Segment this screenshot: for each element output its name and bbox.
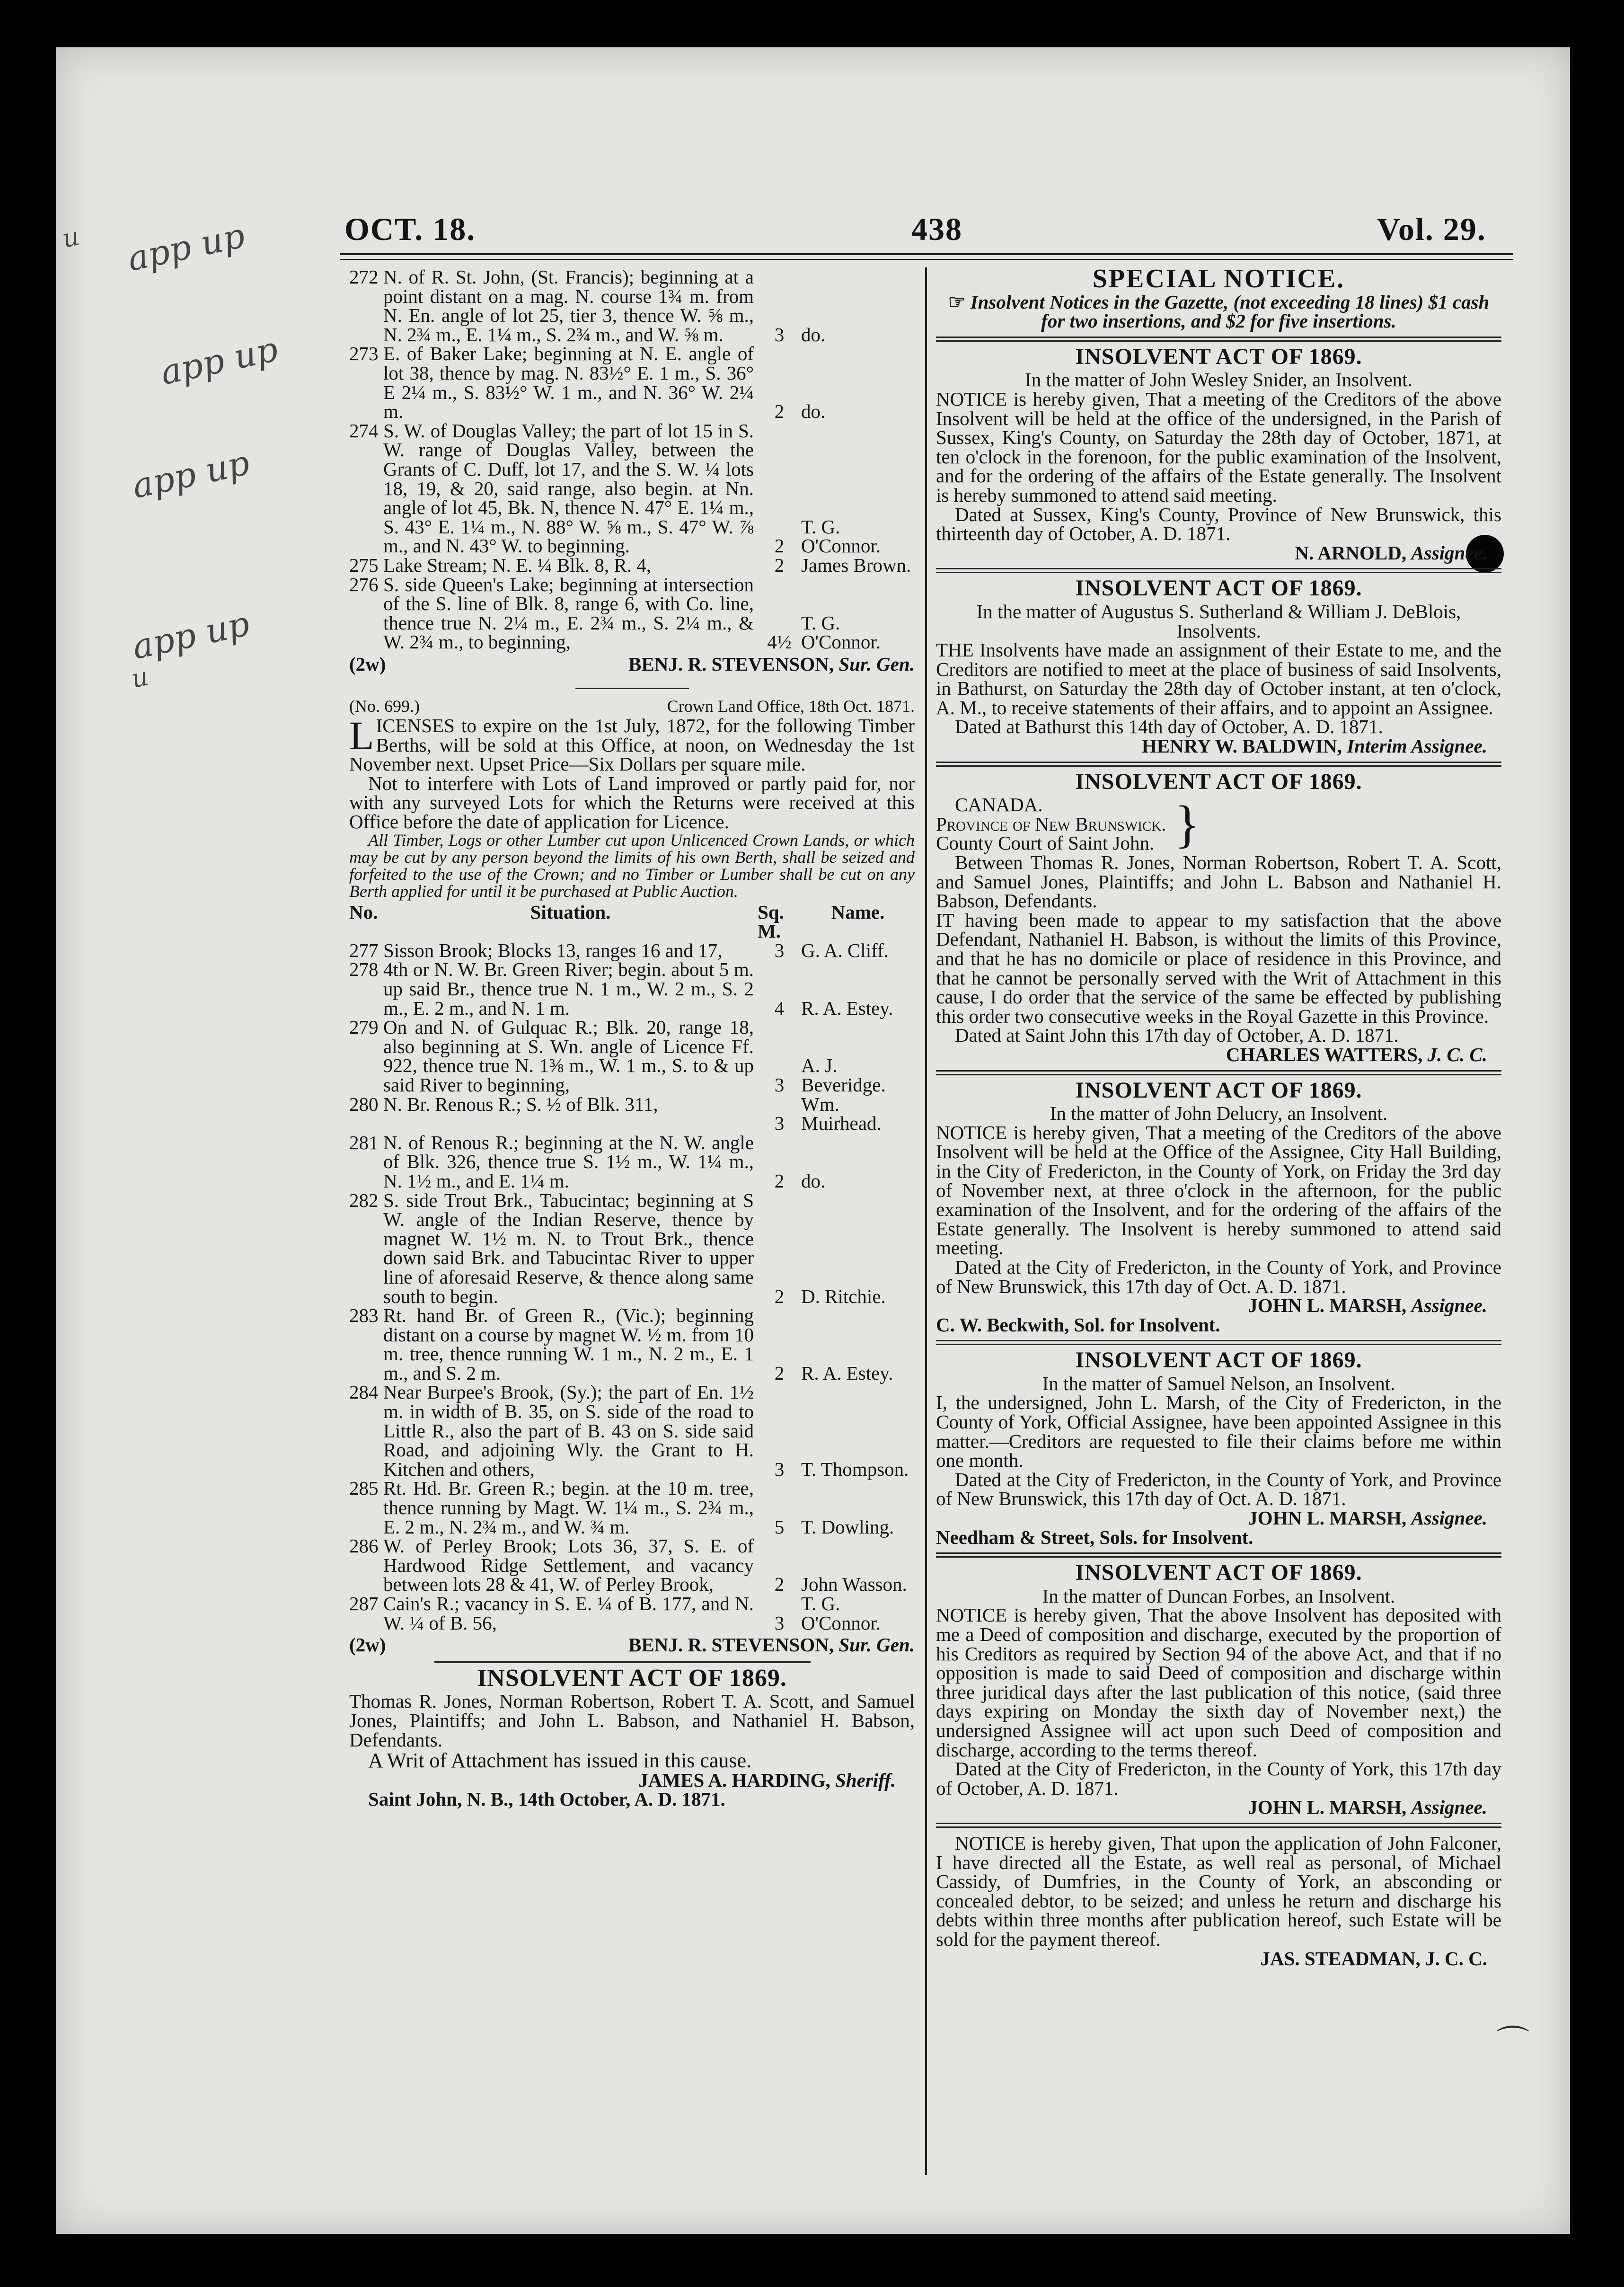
entry-number: 287 bbox=[349, 1593, 379, 1614]
notice-signer bbox=[936, 736, 1487, 756]
entry-situation: Cain's R.; vacancy in S. E. ¼ of B. 177, and N. W. ¼ of B. 56, bbox=[383, 1593, 754, 1634]
berth-entry bbox=[349, 1095, 915, 1133]
insolvent-notices bbox=[936, 337, 1501, 1817]
brace-icon: } bbox=[1174, 795, 1200, 853]
entry-square-miles: 3 bbox=[774, 1112, 785, 1135]
col-no: No. bbox=[349, 901, 378, 923]
berth-entry bbox=[349, 1018, 915, 1094]
signer-name: JOHN L. MARSH, bbox=[1248, 1796, 1407, 1818]
entry-square-miles: 5 bbox=[774, 1516, 785, 1538]
signer-name: JOHN L. MARSH, bbox=[1248, 1507, 1407, 1529]
court-line: CANADA. bbox=[955, 794, 1043, 816]
entry-number: 273 bbox=[349, 343, 379, 365]
section-rule bbox=[936, 1823, 1501, 1828]
notice-matter: In the matter of John Delucry, an Insolvent. bbox=[1050, 1102, 1388, 1125]
entry-name: T. G. O'Connor. bbox=[801, 1593, 881, 1634]
entry-name: James Brown. bbox=[801, 554, 911, 576]
berth-entry bbox=[349, 1133, 915, 1191]
berth-entry bbox=[349, 1594, 915, 1632]
section-rule bbox=[936, 762, 1501, 767]
notice-body: I, the undersigned, John L. Marsh, of the City of Fredericton, in the County of York, Official Assignee, have been appointed Assignee in this matter.—Creditors are requested to file their claims before me within one month. bbox=[936, 1392, 1501, 1471]
signer-title: Assignee. bbox=[1411, 541, 1487, 564]
signature-line-1 bbox=[349, 655, 915, 674]
margin-note-4: app up bbox=[129, 603, 253, 667]
entry-name: T. G. O'Connor. bbox=[801, 612, 881, 653]
entry-number: 280 bbox=[349, 1093, 379, 1115]
notice-heading: INSOLVENT ACT OF 1869. bbox=[1075, 576, 1362, 601]
notice-dated: Dated at the City of Fredericton, in the County of York, and Province of New Brunswick, this 17th day of Oct. A. D. 1871. bbox=[936, 1256, 1501, 1297]
entry-number: 277 bbox=[349, 939, 379, 961]
signer-title: Sur. Gen. bbox=[838, 1634, 915, 1656]
entry-number: 285 bbox=[349, 1477, 379, 1499]
entry-name: T. Dowling. bbox=[801, 1516, 894, 1538]
entry-name: do. bbox=[801, 323, 826, 346]
entry-square-miles: 4 bbox=[774, 997, 785, 1019]
notice-body: NOTICE is hereby given, That the above Insolvent has deposited with me a Deed of composition and discharge, executed by the proportion of his Creditors as required by Section 94 of the above Act, and that if no opposition is made to said Deed of composition and discharge within three juridical days after the last publication of this notice, (said three days expiring on Monday the sixth day of November next,) the undersigned Assignee will act upon such Deed of composition and discharge, according to the terms thereof. bbox=[936, 1604, 1501, 1761]
issue-date: OCT. 18. bbox=[344, 211, 476, 247]
notice-heading: INSOLVENT ACT OF 1869. bbox=[1075, 1347, 1362, 1373]
entry-name: A. J. Beveridge. bbox=[801, 1055, 886, 1096]
berth-entry bbox=[349, 556, 915, 575]
entry-square-miles: 3 bbox=[774, 1612, 785, 1634]
entry-square-miles: 2 bbox=[774, 400, 785, 423]
signer-name: HENRY W. BALDWIN, bbox=[1141, 735, 1342, 757]
entry-name: John Wasson. bbox=[801, 1573, 907, 1596]
entry-situation: Rt. hand Br. of Green R., (Vic.); beginning distant on a course by magnet W. ½ m. from 10 m. tree, thence running W. 1 m., N. 2 m., E. 1 m., and S. 2 m. bbox=[383, 1304, 754, 1384]
notice-paragraph-1 bbox=[349, 713, 915, 775]
section-rule bbox=[936, 568, 1501, 573]
signer-name: BENJ. R. STEVENSON, bbox=[628, 1634, 834, 1656]
entry-square-miles: 4½ bbox=[767, 631, 792, 653]
right-column bbox=[936, 264, 1501, 1969]
notice-paragraph-2: Not to interfere with Lots of Land improved or partly paid for, nor with any surveyed Lots for which the Returns were received at this Office before the date of application for Licence. bbox=[349, 772, 915, 833]
notice-solicitor: Needham & Street, Sols. for Insolvent. bbox=[936, 1526, 1253, 1548]
signer-name: N. ARNOLD, bbox=[1295, 541, 1407, 564]
notice-dated: Dated at Bathurst this 14th day of October, A. D. 1871. bbox=[955, 716, 1383, 738]
entry-number: 286 bbox=[349, 1535, 379, 1557]
notice-parties: Between Thomas R. Jones, Norman Robertson, Robert T. A. Scott, and Samuel Jones, Plaintiffs; and John L. Babson and Nathaniel H. Babson, Defendants. bbox=[936, 851, 1501, 912]
entry-name: G. A. Cliff. bbox=[801, 939, 889, 961]
table-header bbox=[349, 903, 915, 941]
entry-situation: Lake Stream; N. E. ¼ Blk. 8, R. 4, bbox=[383, 554, 651, 576]
entry-situation: 4th or N. W. Br. Green River; begin. about 5 m. up said Br., thence true N. 1 m., W. 2 m., S. 2 m., E. 2 m., and N. 1 m. bbox=[383, 958, 754, 1019]
insolvent-notice bbox=[936, 762, 1501, 1064]
court-lines bbox=[936, 795, 1166, 853]
berth-entry bbox=[349, 1191, 915, 1306]
insolvent-notice bbox=[936, 1070, 1501, 1335]
berth-entry bbox=[349, 1383, 915, 1479]
page-number: 438 bbox=[911, 211, 962, 247]
notice-matter: In the matter of Samuel Nelson, an Insolvent. bbox=[1042, 1372, 1395, 1394]
margin-note-3: app up bbox=[129, 442, 253, 506]
section-rule bbox=[936, 1552, 1501, 1558]
berth-entry bbox=[349, 267, 915, 344]
last-notice-body: NOTICE is hereby given, That upon the application of John Falconer, I have directed all the Estate, as well real as personal, of Michael Cassidy, of Dumfries, in the County of York, an absconding or concealed debtor, to be seized; and unless he return and discharge his debts within three months after publication hereof, such Estate will be sold for the payment thereof. bbox=[936, 1832, 1501, 1950]
entry-number: 272 bbox=[349, 266, 379, 288]
notice-dated: Dated at Sussex, King's County, Province of New Brunswick, this thirteenth day of October, A. D. 1871. bbox=[936, 503, 1501, 545]
entry-name: R. A. Estey. bbox=[801, 997, 893, 1019]
bottom-notice-signer bbox=[349, 1771, 896, 1790]
entry-situation: S. W. of Douglas Valley; the part of lot 15 in S. W. range of Douglas Valley, between the Grants of C. Duff, lot 17, and the S. W. ¼ lots 18, 19, & 20, said range, also begin. at Nn. angle of lot 45, Bk. N, thence N. 47° E. 1¼ m., S. 43° E. 1¼ m., N. 88° W. ⅝ m., S. 47° W. ⅞ m., and N. 43° W. to beginning. bbox=[383, 419, 754, 557]
entry-situation: S. side Trout Brk., Tabucintac; beginning at S W. angle of the Indian Reserve, thence by magnet W. 1½ m. N. to Trout Brk., thence down said Brk. and Tabucintac River to upper line of aforesaid Reserve, & thence along same south to begin. bbox=[383, 1189, 754, 1307]
entry-number: 283 bbox=[349, 1304, 379, 1327]
notice-heading: INSOLVENT ACT OF 1869. bbox=[1075, 769, 1362, 794]
insolvent-notice bbox=[936, 337, 1501, 563]
berth-entry bbox=[349, 421, 915, 556]
berth-entry bbox=[349, 1479, 915, 1536]
signer-name: JAMES A. HARDING, bbox=[638, 1769, 830, 1791]
notice-matter: In the matter of John Wesley Snider, an Insolvent. bbox=[1025, 369, 1412, 391]
entry-name: do. bbox=[801, 400, 826, 423]
entry-square-miles: 2 bbox=[774, 554, 785, 576]
signer-title: Sheriff. bbox=[835, 1769, 896, 1791]
notice-body: THE Insolvents have made an assignment of their Estate to me, and the Creditors are notified to meet at the place of business of said Insolvents, in Bathurst, on Saturday the 28th day of October instant, at ten o'clock, A. M., to receive statements of their affairs, and to appoint an Assignee. bbox=[936, 639, 1501, 718]
court-block bbox=[936, 795, 1501, 853]
insolvent-notice bbox=[936, 1340, 1501, 1547]
col-name: Name. bbox=[831, 901, 885, 923]
entry-square-miles: 2 bbox=[774, 535, 785, 557]
notice-matter: In the matter of Augustus S. Sutherland & William J. DeBlois, Insolvents. bbox=[976, 600, 1461, 642]
signer-title: Assignee. bbox=[1411, 1507, 1487, 1529]
notice-office: Crown Land Office, 18th Oct. 1871. bbox=[667, 697, 915, 716]
pointing-hand-icon: ☞ bbox=[948, 291, 966, 313]
notice-signer bbox=[936, 1296, 1487, 1315]
drop-cap: L bbox=[349, 713, 374, 759]
berth-entry bbox=[349, 344, 915, 421]
entry-number: 275 bbox=[349, 554, 379, 576]
notice-matter: In the matter of Duncan Forbes, an Insolvent. bbox=[1042, 1585, 1395, 1607]
entry-situation: S. side Queen's Lake; beginning at intersection of the S. line of Blk. 8, range 6, with Co. line, thence true N. 2¼ m., E. 2¾ m., S. 2¼ m., & W. 2¾ m., to beginning, bbox=[383, 573, 754, 653]
berth-list-2 bbox=[349, 941, 915, 1632]
section-rule bbox=[936, 1070, 1501, 1075]
entry-situation: Rt. Hd. Br. Green R.; begin. at the 10 m. tree, thence running by Magt. W. 1¼ m., S. 2¾ m., E. 2 m., N. 2¾ m., and W. ¾ m. bbox=[383, 1477, 754, 1538]
entry-number: 278 bbox=[349, 958, 379, 981]
page-curl-mark: ⌒ bbox=[1496, 2025, 1529, 2061]
notice-heading: INSOLVENT ACT OF 1869. bbox=[1075, 1560, 1362, 1586]
entry-square-miles: 2 bbox=[774, 1170, 785, 1192]
header-rule bbox=[340, 253, 1513, 260]
entry-square-miles: 2 bbox=[774, 1573, 785, 1596]
notice-italic-warning: All Timber, Logs or other Lumber cut upon Unlicenced Crown Lands, or which may be cut by any person beyond the limits of his own Berth, shall be seized and forfeited to the use of the Crown; and no Timber or Lumber shall be cut on any Berth applied for until it be purchased at Public Auction. bbox=[349, 830, 915, 901]
bottom-notice-writ: A Writ of Attachment has issued in this cause. bbox=[368, 1749, 752, 1773]
entry-name: R. A. Estey. bbox=[801, 1362, 893, 1384]
bottom-notice-parties: Thomas R. Jones, Norman Robertson, Robert T. A. Scott, and Samuel Jones, Plaintiffs; and John L. Babson, and Nathaniel H. Babson, Defendants. bbox=[349, 1690, 915, 1751]
col-situation: Situation. bbox=[530, 901, 611, 923]
margin-note-6: u bbox=[59, 221, 82, 254]
margin-note-2: app up bbox=[157, 328, 282, 393]
entry-situation: N. Br. Renous R.; S. ½ of Blk. 311, bbox=[383, 1093, 658, 1115]
signer-title: Assignee. bbox=[1411, 1294, 1487, 1317]
notice-heading: INSOLVENT ACT OF 1869. bbox=[1075, 1077, 1362, 1103]
entry-situation: On and N. of Gulquac R.; Blk. 20, range 18, also beginning at S. Wn. angle of Licence Ff. 922, thence true N. 1⅜ m., W. 1 m., S. to & up said River to beginning, bbox=[383, 1016, 754, 1096]
entry-number: 279 bbox=[349, 1016, 379, 1038]
gazette-page bbox=[56, 47, 1570, 2234]
signer-title: J. C. C. bbox=[1427, 1043, 1487, 1065]
special-notice-title: SPECIAL NOTICE. bbox=[1092, 264, 1345, 293]
entry-square-miles: 2 bbox=[774, 1362, 785, 1384]
entry-square-miles: 3 bbox=[774, 1073, 785, 1096]
entry-situation: N. of R. St. John, (St. Francis); beginning at a point distant on a mag. N. course 1¾ m. from N. En. angle of lot 25, tier 3, thence W. ⅝ m., N. 2¾ m., E. 1¼ m., S. 2¾ m., and W. ⅝ m. bbox=[383, 266, 754, 346]
insolvent-notice bbox=[936, 568, 1501, 755]
left-column bbox=[349, 267, 915, 1809]
signer-name: BENJ. R. STEVENSON, bbox=[628, 653, 834, 675]
insolvent-notice bbox=[936, 1552, 1501, 1817]
berth-entry bbox=[349, 575, 915, 652]
entry-number: 281 bbox=[349, 1131, 379, 1153]
special-notice-text bbox=[936, 293, 1501, 331]
berth-list-1 bbox=[349, 267, 915, 652]
notice-number: (No. 699.) bbox=[349, 697, 420, 716]
entry-name: D. Ritchie. bbox=[801, 1285, 886, 1307]
entry-situation: N. of Renous R.; beginning at the N. W. angle of Blk. 326, thence true S. 1½ m., W. 1¼ m., N. 1½ m., and E. 1¼ m. bbox=[383, 1131, 754, 1192]
entry-name: do. bbox=[801, 1170, 826, 1192]
entry-situation: W. of Perley Brook; Lots 36, 37, S. E. of Hardwood Ridge Settlement, and vacancy between lots 28 & 41, W. of Perley Brook, bbox=[383, 1535, 754, 1596]
entry-number: 274 bbox=[349, 419, 379, 442]
notice-text-1: ICENSES to expire on the 1st July, 1872, for the following Timber Berths, will be sold at this Office, at noon, on Wednesday the 1st November next. Upset Price—Six Dollars per square mile. bbox=[349, 715, 915, 775]
notice-body: IT having been made to appear to my satisfaction that the above Defendant, Nathaniel H. Babson, is without the limits of this Province, and that he has no domicile or place of residence in this Province, and that he cannot be personally served with the Writ of Attachment in this cause, I do order that the service of the same be effected by publishing this order two consecutive weeks in the Royal Gazette in this Province. bbox=[936, 909, 1501, 1027]
signer-title: Assignee. bbox=[1411, 1796, 1487, 1818]
entry-square-miles: 3 bbox=[774, 323, 785, 346]
notice-signer bbox=[936, 543, 1487, 563]
notice-signer bbox=[936, 1508, 1487, 1528]
section-rule bbox=[936, 337, 1501, 342]
berth-entry bbox=[349, 1306, 915, 1383]
signer-title: Sur. Gen. bbox=[838, 653, 915, 675]
special-text: Insolvent Notices in the Gazette, (not exceeding 18 lines) $1 cash for two insertions, and $2 for five insertions. bbox=[970, 291, 1490, 332]
entry-square-miles: 3 bbox=[774, 1458, 785, 1480]
sign-code: (2w) bbox=[349, 653, 386, 675]
bottom-notice-dateline: Saint John, N. B., 14th October, A. D. 1871. bbox=[368, 1788, 725, 1810]
signer-name: JOHN L. MARSH, bbox=[1248, 1294, 1407, 1317]
short-rule bbox=[575, 688, 689, 689]
signer-name: CHARLES WATTERS, bbox=[1226, 1043, 1423, 1065]
entry-square-miles: 3 bbox=[774, 939, 785, 961]
berth-entry bbox=[349, 960, 915, 1018]
notice-dated: Dated at the City of Fredericton, in the County of York, this 17th day of October, A. D. 1871. bbox=[936, 1758, 1501, 1799]
notice-body: NOTICE is hereby given, That a meeting of the Creditors of the above Insolvent will be held at the Office of the Assignee, City Hall Building, in the City of Fredericton, in the County of York, on Friday the 3rd day of November next, at three o'clock in the afternoon, for the public examination of the Insolvent, and for the ordering of the affairs of the Estate generally. The Insolvent is hereby summoned to attend said meeting. bbox=[936, 1121, 1501, 1259]
margin-note-1: app up bbox=[124, 215, 248, 279]
entry-situation: Sisson Brook; Blocks 13, ranges 16 and 17, bbox=[383, 939, 723, 961]
notice-heading: INSOLVENT ACT OF 1869. bbox=[1075, 344, 1362, 369]
entry-square-miles: 2 bbox=[774, 1285, 785, 1307]
notice-dated: Dated at the City of Fredericton, in the County of York, and Province of New Brunswick, this 17th day of Oct. A. D. 1871. bbox=[936, 1468, 1501, 1510]
notice-signer bbox=[936, 1045, 1487, 1064]
entry-name: T. G. O'Connor. bbox=[801, 515, 881, 557]
court-line: Province of New Brunswick. bbox=[936, 813, 1166, 835]
column-divider bbox=[925, 267, 927, 2175]
entry-number: 276 bbox=[349, 573, 379, 595]
section-rule bbox=[434, 1661, 811, 1663]
section-rule bbox=[936, 1340, 1501, 1345]
notice-solicitor: C. W. Beckwith, Sol. for Insolvent. bbox=[936, 1313, 1220, 1336]
berth-entry bbox=[349, 1536, 915, 1594]
volume-number: Vol. 29. bbox=[1377, 211, 1486, 247]
col-sq: Sq. M. bbox=[758, 901, 784, 942]
notice-dated: Dated at Saint John this 17th day of October, A. D. 1871. bbox=[955, 1024, 1399, 1046]
berth-entry bbox=[349, 941, 915, 960]
entry-number: 284 bbox=[349, 1381, 379, 1403]
last-notice-signer: JAS. STEADMAN, J. C. C. bbox=[1260, 1947, 1487, 1969]
entry-name: T. Thompson. bbox=[801, 1458, 909, 1480]
notice-signer bbox=[936, 1798, 1487, 1817]
notice-body: NOTICE is hereby given, That a meeting of the Creditors of the above Insolvent will be held at the office of the undersigned, in the Parish of Sussex, King's County, on Saturday the 28th day of October, 1871, at ten o'clock in the forenoon, for the public examination of the Insolvent, and for the ordering of the affairs of the Estate generally. The Insolvent is hereby summoned to attend said meeting. bbox=[936, 388, 1501, 506]
court-line: County Court of Saint John. bbox=[936, 832, 1155, 854]
entry-situation: Near Burpee's Brook, (Sy.); the part of En. 1½ m. in width of B. 35, on S. side of the road to Little R., also the part of B. 43 on S. side said Road, and adjoining Wly. the Grant to H. Kitchen and others, bbox=[383, 1381, 754, 1480]
bottom-notice-heading: INSOLVENT ACT OF 1869. bbox=[477, 1664, 787, 1692]
entry-situation: E. of Baker Lake; beginning at N. E. angle of lot 38, thence by mag. N. 83½° E. 1 m., S. 36° E 2¼ m., S. 83½° W. 1 m., and N. 36° W. 2¼ m. bbox=[383, 343, 754, 423]
signer-title: Interim Assignee. bbox=[1347, 735, 1487, 757]
signature-line-2 bbox=[349, 1635, 915, 1655]
notice-caption bbox=[349, 697, 915, 716]
entry-name: Wm. Muirhead. bbox=[801, 1093, 882, 1135]
margin-note-5: u bbox=[128, 661, 151, 694]
entry-number: 282 bbox=[349, 1189, 379, 1211]
sign-code: (2w) bbox=[349, 1634, 386, 1656]
